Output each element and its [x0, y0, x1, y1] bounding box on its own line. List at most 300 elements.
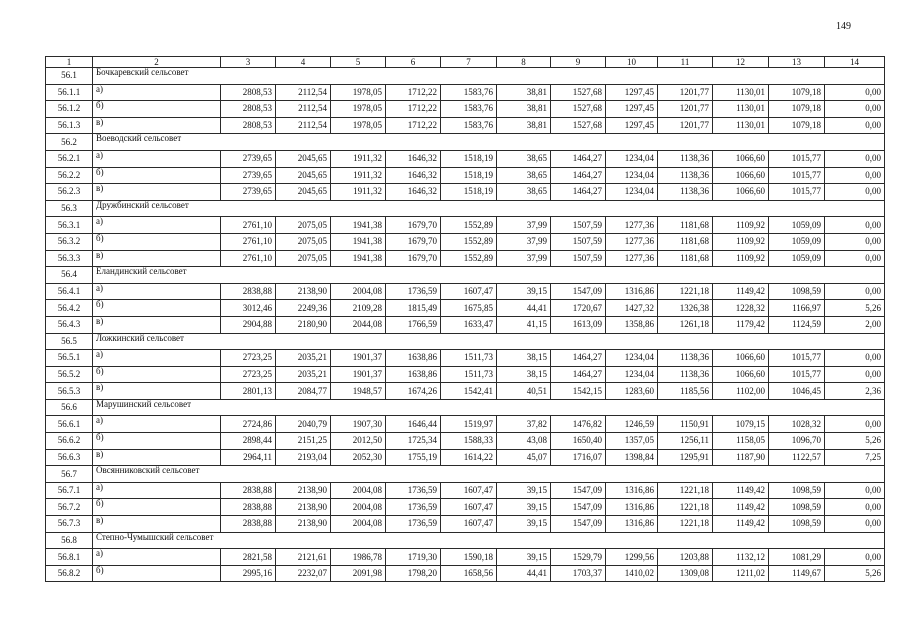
value-cell: 5,26: [825, 300, 885, 317]
table-row: [46, 250, 885, 267]
row-code: 56.4.3: [46, 316, 93, 333]
value-cell: 1221,18: [658, 482, 713, 499]
value-cell: 1149,42: [713, 283, 769, 300]
value-cell: 1633,47: [441, 316, 497, 333]
value-cell: 1079,18: [769, 117, 825, 134]
row-label: в): [93, 250, 221, 267]
value-cell: 2112,54: [276, 101, 331, 118]
value-cell: 1203,88: [658, 549, 713, 566]
value-cell: 1109,92: [713, 233, 769, 250]
column-number-header: 12: [713, 57, 769, 68]
value-cell: 1158,05: [713, 433, 769, 450]
section-code: 56.5: [46, 333, 93, 350]
value-cell: 1547,09: [551, 499, 606, 516]
table-body: [46, 68, 885, 582]
value-cell: 1059,09: [769, 250, 825, 267]
value-cell: 37,99: [497, 250, 551, 267]
section-code: 56.1: [46, 68, 93, 85]
value-cell: 1911,32: [331, 150, 386, 167]
value-cell: 2138,90: [276, 482, 331, 499]
table-row: [46, 300, 885, 317]
value-cell: 1297,45: [606, 84, 658, 101]
row-label: б): [93, 565, 221, 582]
row-code: 56.8.2: [46, 565, 93, 582]
section-code: 56.3: [46, 200, 93, 217]
value-cell: 1719,30: [386, 549, 441, 566]
column-number-header: 11: [658, 57, 713, 68]
value-cell: 2138,90: [276, 516, 331, 533]
value-cell: 2180,90: [276, 316, 331, 333]
table-row: [46, 350, 885, 367]
value-cell: 1297,45: [606, 101, 658, 118]
value-cell: 1028,32: [769, 416, 825, 433]
row-label: в): [93, 383, 221, 400]
row-label: а): [93, 416, 221, 433]
value-cell: 40,51: [497, 383, 551, 400]
value-cell: 1130,01: [713, 117, 769, 134]
row-code: 56.3.3: [46, 250, 93, 267]
value-cell: 2964,11: [221, 449, 276, 466]
value-cell: 2075,05: [276, 217, 331, 234]
value-cell: 39,15: [497, 499, 551, 516]
value-cell: 1132,12: [713, 549, 769, 566]
value-cell: 1149,42: [713, 499, 769, 516]
table-row: [46, 499, 885, 516]
value-cell: 38,81: [497, 84, 551, 101]
value-cell: 1316,86: [606, 499, 658, 516]
value-cell: 1986,78: [331, 549, 386, 566]
value-cell: 1646,32: [386, 167, 441, 184]
column-number-header: 5: [331, 57, 386, 68]
value-cell: 1674,26: [386, 383, 441, 400]
row-code: 56.2.3: [46, 184, 93, 201]
value-cell: 1261,18: [658, 316, 713, 333]
value-cell: 1614,22: [441, 449, 497, 466]
value-cell: 1675,85: [441, 300, 497, 317]
value-cell: 0,00: [825, 101, 885, 118]
value-cell: 2138,90: [276, 283, 331, 300]
value-cell: 2821,58: [221, 549, 276, 566]
value-cell: 1246,59: [606, 416, 658, 433]
value-cell: 1234,04: [606, 184, 658, 201]
section-row: [46, 200, 885, 217]
value-cell: 1464,27: [551, 150, 606, 167]
value-cell: 0,00: [825, 233, 885, 250]
value-cell: 1507,59: [551, 250, 606, 267]
value-cell: 1464,27: [551, 184, 606, 201]
value-cell: 1228,32: [713, 300, 769, 317]
value-cell: 1552,89: [441, 233, 497, 250]
value-cell: 44,41: [497, 300, 551, 317]
value-cell: 1410,02: [606, 565, 658, 582]
value-cell: 1607,47: [441, 499, 497, 516]
value-cell: 1590,18: [441, 549, 497, 566]
value-cell: 2232,07: [276, 565, 331, 582]
value-cell: 1138,36: [658, 167, 713, 184]
value-cell: 2112,54: [276, 84, 331, 101]
section-row: [46, 466, 885, 483]
table-row: [46, 482, 885, 499]
column-number-header: 3: [221, 57, 276, 68]
value-cell: 1552,89: [441, 217, 497, 234]
value-cell: 1234,04: [606, 150, 658, 167]
section-code: 56.7: [46, 466, 93, 483]
value-cell: 1519,97: [441, 416, 497, 433]
value-cell: 1277,36: [606, 217, 658, 234]
value-cell: 1978,05: [331, 117, 386, 134]
table-row: [46, 84, 885, 101]
value-cell: 1201,77: [658, 84, 713, 101]
value-cell: 1911,32: [331, 167, 386, 184]
value-cell: 1948,57: [331, 383, 386, 400]
table-row: [46, 150, 885, 167]
value-cell: 1277,36: [606, 233, 658, 250]
row-code: 56.1.1: [46, 84, 93, 101]
value-cell: 0,00: [825, 117, 885, 134]
value-cell: 1295,91: [658, 449, 713, 466]
value-cell: 1138,36: [658, 350, 713, 367]
value-cell: 2045,65: [276, 150, 331, 167]
value-cell: 2739,65: [221, 150, 276, 167]
row-label: а): [93, 350, 221, 367]
value-cell: 2004,08: [331, 516, 386, 533]
value-cell: 0,00: [825, 84, 885, 101]
value-cell: 1201,77: [658, 101, 713, 118]
value-cell: 37,82: [497, 416, 551, 433]
value-cell: 37,99: [497, 217, 551, 234]
value-cell: 1607,47: [441, 283, 497, 300]
value-cell: 1755,19: [386, 449, 441, 466]
column-number-header: 6: [386, 57, 441, 68]
value-cell: 1316,86: [606, 516, 658, 533]
value-cell: 1736,59: [386, 499, 441, 516]
section-code: 56.2: [46, 134, 93, 151]
value-cell: 1978,05: [331, 84, 386, 101]
section-code: 56.8: [46, 532, 93, 549]
row-code: 56.6.3: [46, 449, 93, 466]
value-cell: 2045,65: [276, 167, 331, 184]
tariff-table: [45, 56, 885, 582]
value-cell: 1138,36: [658, 184, 713, 201]
table-row: [46, 117, 885, 134]
value-cell: 5,26: [825, 433, 885, 450]
value-cell: 2723,25: [221, 350, 276, 367]
value-cell: 1316,86: [606, 283, 658, 300]
value-cell: 0,00: [825, 366, 885, 383]
value-cell: 1583,76: [441, 117, 497, 134]
value-cell: 1798,20: [386, 565, 441, 582]
value-cell: 7,25: [825, 449, 885, 466]
value-cell: 1358,86: [606, 316, 658, 333]
value-cell: 38,65: [497, 150, 551, 167]
value-cell: 2808,53: [221, 101, 276, 118]
value-cell: 37,99: [497, 233, 551, 250]
value-cell: 1736,59: [386, 283, 441, 300]
value-cell: 1079,15: [713, 416, 769, 433]
table-row: [46, 449, 885, 466]
table-row: [46, 217, 885, 234]
value-cell: 1529,79: [551, 549, 606, 566]
value-cell: 1015,77: [769, 366, 825, 383]
value-cell: 1638,86: [386, 350, 441, 367]
value-cell: 0,00: [825, 350, 885, 367]
value-cell: 2838,88: [221, 283, 276, 300]
value-cell: 1911,32: [331, 184, 386, 201]
value-cell: 2904,88: [221, 316, 276, 333]
row-code: 56.8.1: [46, 549, 93, 566]
value-cell: 2044,08: [331, 316, 386, 333]
value-cell: 1901,37: [331, 366, 386, 383]
value-cell: 1234,04: [606, 366, 658, 383]
value-cell: 1464,27: [551, 167, 606, 184]
value-cell: 1201,77: [658, 117, 713, 134]
value-cell: 2012,50: [331, 433, 386, 450]
value-cell: 2838,88: [221, 482, 276, 499]
row-code: 56.4.2: [46, 300, 93, 317]
table-row: [46, 549, 885, 566]
value-cell: 2084,77: [276, 383, 331, 400]
value-cell: 0,00: [825, 549, 885, 566]
value-cell: 2995,16: [221, 565, 276, 582]
value-cell: 1098,59: [769, 482, 825, 499]
section-name: Бочкаревский сельсовет: [93, 68, 885, 85]
column-number-header: 9: [551, 57, 606, 68]
value-cell: 1138,36: [658, 150, 713, 167]
value-cell: 1066,60: [713, 167, 769, 184]
value-cell: 1978,05: [331, 101, 386, 118]
value-cell: 1221,18: [658, 499, 713, 516]
value-cell: 1588,33: [441, 433, 497, 450]
value-cell: 1149,42: [713, 516, 769, 533]
value-cell: 2801,13: [221, 383, 276, 400]
value-cell: 1527,68: [551, 117, 606, 134]
section-name: Дружбинский сельсовет: [93, 200, 885, 217]
value-cell: 1679,70: [386, 250, 441, 267]
value-cell: 1527,68: [551, 84, 606, 101]
section-name: Ложкинский сельсовет: [93, 333, 885, 350]
section-row: [46, 399, 885, 416]
value-cell: 45,07: [497, 449, 551, 466]
value-cell: 1066,60: [713, 366, 769, 383]
value-cell: 1766,59: [386, 316, 441, 333]
value-cell: 1150,91: [658, 416, 713, 433]
value-cell: 1181,68: [658, 233, 713, 250]
value-cell: 1234,04: [606, 167, 658, 184]
value-cell: 1211,02: [713, 565, 769, 582]
row-label: а): [93, 482, 221, 499]
row-code: 56.6.2: [46, 433, 93, 450]
value-cell: 1638,86: [386, 366, 441, 383]
value-cell: 1941,38: [331, 250, 386, 267]
value-cell: 1357,05: [606, 433, 658, 450]
row-code: 56.1.3: [46, 117, 93, 134]
value-cell: 2,36: [825, 383, 885, 400]
value-cell: 1066,60: [713, 184, 769, 201]
value-cell: 1059,09: [769, 217, 825, 234]
row-code: 56.3.1: [46, 217, 93, 234]
value-cell: 1130,01: [713, 84, 769, 101]
value-cell: 1703,37: [551, 565, 606, 582]
column-number-header: 1: [46, 57, 93, 68]
value-cell: 1179,42: [713, 316, 769, 333]
value-cell: 1283,60: [606, 383, 658, 400]
row-label: б): [93, 233, 221, 250]
value-cell: 1326,38: [658, 300, 713, 317]
row-code: 56.7.3: [46, 516, 93, 533]
value-cell: 1720,67: [551, 300, 606, 317]
value-cell: 2838,88: [221, 499, 276, 516]
section-row: [46, 532, 885, 549]
value-cell: 1658,56: [441, 565, 497, 582]
value-cell: 1716,07: [551, 449, 606, 466]
value-cell: 1583,76: [441, 84, 497, 101]
table-row: [46, 383, 885, 400]
value-cell: 1583,76: [441, 101, 497, 118]
value-cell: 0,00: [825, 416, 885, 433]
value-cell: 0,00: [825, 250, 885, 267]
page-number: 149: [836, 21, 851, 32]
value-cell: 2739,65: [221, 167, 276, 184]
table-row: [46, 416, 885, 433]
value-cell: 2249,36: [276, 300, 331, 317]
value-cell: 1712,22: [386, 101, 441, 118]
value-cell: 2808,53: [221, 117, 276, 134]
row-code: 56.5.1: [46, 350, 93, 367]
value-cell: 2035,21: [276, 366, 331, 383]
value-cell: 2004,08: [331, 283, 386, 300]
value-cell: 1181,68: [658, 217, 713, 234]
row-label: а): [93, 84, 221, 101]
row-label: а): [93, 150, 221, 167]
section-row: [46, 333, 885, 350]
header-row: [46, 57, 885, 68]
value-cell: 1725,34: [386, 433, 441, 450]
section-name: Воеводский сельсовет: [93, 134, 885, 151]
row-label: в): [93, 184, 221, 201]
value-cell: 1277,36: [606, 250, 658, 267]
value-cell: 1109,92: [713, 250, 769, 267]
table-row: [46, 316, 885, 333]
value-cell: 38,81: [497, 117, 551, 134]
value-cell: 2739,65: [221, 184, 276, 201]
value-cell: 1079,18: [769, 84, 825, 101]
value-cell: 1221,18: [658, 283, 713, 300]
row-label: б): [93, 167, 221, 184]
row-label: б): [93, 433, 221, 450]
value-cell: 1941,38: [331, 233, 386, 250]
value-cell: 1607,47: [441, 482, 497, 499]
value-cell: 2138,90: [276, 499, 331, 516]
value-cell: 38,65: [497, 167, 551, 184]
value-cell: 2035,21: [276, 350, 331, 367]
value-cell: 1138,36: [658, 366, 713, 383]
column-number-header: 4: [276, 57, 331, 68]
value-cell: 3012,46: [221, 300, 276, 317]
value-cell: 1646,32: [386, 184, 441, 201]
value-cell: 1712,22: [386, 84, 441, 101]
row-code: 56.5.2: [46, 366, 93, 383]
value-cell: 1507,59: [551, 217, 606, 234]
value-cell: 43,08: [497, 433, 551, 450]
value-cell: 1547,09: [551, 516, 606, 533]
value-cell: 0,00: [825, 283, 885, 300]
table-row: [46, 233, 885, 250]
value-cell: 1650,40: [551, 433, 606, 450]
value-cell: 41,15: [497, 316, 551, 333]
value-cell: 1527,68: [551, 101, 606, 118]
value-cell: 1130,01: [713, 101, 769, 118]
row-code: 56.6.1: [46, 416, 93, 433]
value-cell: 0,00: [825, 482, 885, 499]
value-cell: 38,15: [497, 366, 551, 383]
value-cell: 1187,90: [713, 449, 769, 466]
value-cell: 5,26: [825, 565, 885, 582]
table-row: [46, 167, 885, 184]
value-cell: 1081,29: [769, 549, 825, 566]
section-name: Марушинский сельсовет: [93, 399, 885, 416]
value-cell: 1547,09: [551, 482, 606, 499]
value-cell: 0,00: [825, 150, 885, 167]
value-cell: 1476,82: [551, 416, 606, 433]
value-cell: 0,00: [825, 516, 885, 533]
value-cell: 2091,98: [331, 565, 386, 582]
value-cell: 2045,65: [276, 184, 331, 201]
value-cell: 1299,56: [606, 549, 658, 566]
row-label: б): [93, 300, 221, 317]
value-cell: 1736,59: [386, 482, 441, 499]
value-cell: 1015,77: [769, 350, 825, 367]
column-number-header: 8: [497, 57, 551, 68]
value-cell: 2761,10: [221, 233, 276, 250]
value-cell: 1309,08: [658, 565, 713, 582]
value-cell: 0,00: [825, 499, 885, 516]
value-cell: 39,15: [497, 549, 551, 566]
value-cell: 1046,45: [769, 383, 825, 400]
value-cell: 1149,67: [769, 565, 825, 582]
table-row: [46, 565, 885, 582]
value-cell: 2761,10: [221, 250, 276, 267]
value-cell: 1098,59: [769, 516, 825, 533]
value-cell: 1124,59: [769, 316, 825, 333]
row-label: б): [93, 101, 221, 118]
value-cell: 1941,38: [331, 217, 386, 234]
value-cell: 1646,32: [386, 150, 441, 167]
value-cell: 2838,88: [221, 516, 276, 533]
value-cell: 2,00: [825, 316, 885, 333]
value-cell: 2109,28: [331, 300, 386, 317]
value-cell: 1015,77: [769, 184, 825, 201]
value-cell: 2151,25: [276, 433, 331, 450]
section-code: 56.4: [46, 267, 93, 284]
value-cell: 1547,09: [551, 283, 606, 300]
value-cell: 2724,86: [221, 416, 276, 433]
row-label: а): [93, 549, 221, 566]
table-row: [46, 433, 885, 450]
value-cell: 1079,18: [769, 101, 825, 118]
value-cell: 38,81: [497, 101, 551, 118]
value-cell: 1542,41: [441, 383, 497, 400]
row-label: б): [93, 366, 221, 383]
value-cell: 1607,47: [441, 516, 497, 533]
row-code: 56.7.1: [46, 482, 93, 499]
value-cell: 2761,10: [221, 217, 276, 234]
value-cell: 38,65: [497, 184, 551, 201]
value-cell: 1398,84: [606, 449, 658, 466]
row-label: в): [93, 449, 221, 466]
value-cell: 2004,08: [331, 499, 386, 516]
value-cell: 0,00: [825, 217, 885, 234]
table-row: [46, 283, 885, 300]
